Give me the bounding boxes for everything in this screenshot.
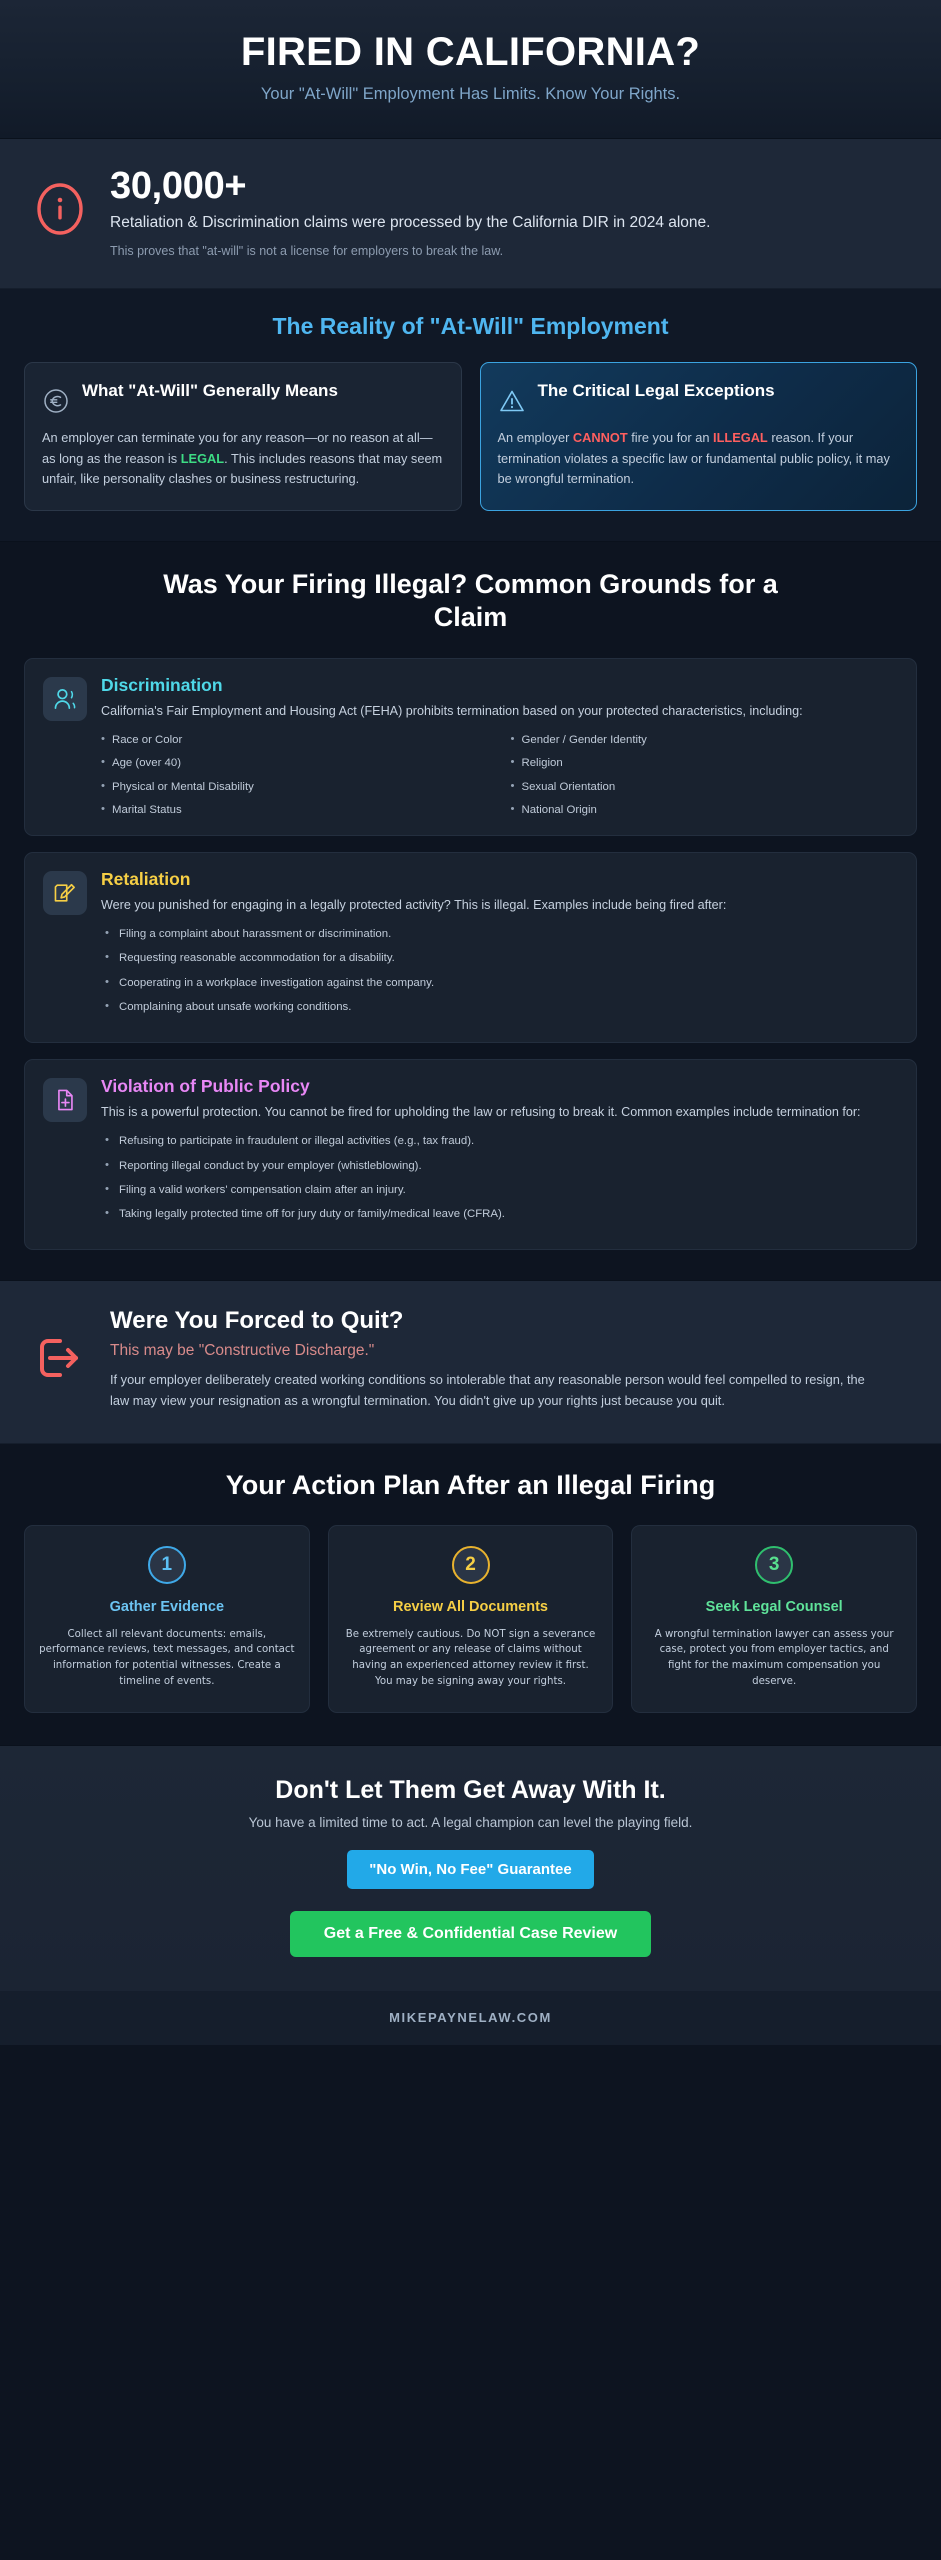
reality-section-title: The Reality of "At-Will" Employment <box>272 312 669 339</box>
exit-door-arrow-icon <box>30 1329 88 1387</box>
footer <box>0 1992 941 2045</box>
card-title: The Critical Legal Exceptions <box>537 380 775 400</box>
cta-section <box>0 1746 941 1992</box>
list-column-right <box>511 733 899 817</box>
list-item: • Refusing to participate in fraudulent or illegal activities (e.g., tax fraud). <box>101 1134 898 1148</box>
statistic-number: 30,000+ <box>110 165 247 207</box>
action-step-card-2 <box>328 1525 614 1712</box>
action-plan-section <box>0 1444 941 1745</box>
warning-triangle-icon <box>498 387 526 415</box>
list-column-left <box>101 733 489 817</box>
list-item: • Age (over 40) <box>101 756 489 770</box>
cta-subtext: You have a limited time to act. A legal champion can level the playing field. <box>248 1814 693 1830</box>
list-item: • Physical or Mental Disability <box>101 780 489 794</box>
statistic-section <box>0 139 941 289</box>
step-title: Review All Documents <box>393 1599 548 1616</box>
section-subtitle: This may be "Constructive Discharge." <box>110 1341 375 1359</box>
card-body <box>42 428 444 490</box>
card-body <box>101 1076 898 1231</box>
body-pre: An employer <box>497 429 573 445</box>
section-body: If your employer deliberately created working conditions so intolerable that any reasonable person would feel compelled to resign, the law may view your resignation as a wrongful termination. You didn't give up your rights just because you quit. <box>110 1371 865 1408</box>
grounds-section <box>0 542 941 1281</box>
step-description: Be extremely cautious. Do NOT sign a severance agreement or any release of claims without having an experienced attorney review it first. You may be signing away your rights. <box>345 1628 596 1687</box>
list-item: • Cooperating in a workplace investigation against the company. <box>101 976 898 990</box>
list-item: • Sexual Orientation <box>511 780 899 794</box>
section-title: Were You Forced to Quit? <box>110 1307 404 1335</box>
guarantee-badge-wrap <box>24 1830 917 1889</box>
list-item: • National Origin <box>511 803 899 817</box>
euro-coin-icon <box>42 387 70 415</box>
card-title: Retaliation <box>101 869 191 890</box>
public-policy-card <box>24 1059 917 1250</box>
action-step-card-3 <box>631 1525 917 1712</box>
step-number-badge: 1 <box>148 1546 186 1584</box>
critical-exceptions-card <box>480 362 918 511</box>
page-title: FIRED IN CALIFORNIA? <box>240 30 701 74</box>
retaliation-examples-list <box>101 927 898 1014</box>
footer-site-url[interactable]: MIKEPAYNELAW.COM <box>389 2009 552 2025</box>
card-description: Were you punished for engaging in a legally protected activity? This is illegal. Examples include being fired after: <box>101 898 727 913</box>
body-post: reason. If your termination violates a specific law or fundamental public policy, it may be wrongful termination. <box>497 429 890 487</box>
info-circle-icon <box>32 181 88 237</box>
card-header <box>498 381 900 415</box>
at-will-meaning-card <box>24 362 462 511</box>
cta-heading: Don't Let Them Get Away With It. <box>275 1775 666 1804</box>
step-description: A wrongful termination lawyer can assess your case, protect you from employer tactics, and fight for the maximum compensation you deserve. <box>654 1628 894 1687</box>
statistic-note: This proves that "at-will" is not a license for employers to break the law. <box>110 243 504 258</box>
list-item: • Requesting reasonable accommodation for a disability. <box>101 951 898 965</box>
step-title: Gather Evidence <box>109 1599 225 1616</box>
list-item: • Marital Status <box>101 803 489 817</box>
card-title: Discrimination <box>101 674 223 695</box>
body-pre: An employer can terminate you for any reason—or no reason at all—as long as the reason is <box>42 429 433 466</box>
list-item: • Filing a complaint about harassment or discrimination. <box>101 927 898 941</box>
user-profile-icon <box>43 677 87 721</box>
cannot-keyword: CANNOT <box>572 429 628 445</box>
list-item: • Race or Color <box>101 733 489 747</box>
card-body <box>498 428 900 490</box>
legal-keyword: LEGAL <box>180 450 225 466</box>
list-item: • Taking legally protected time off for jury duty or family/medical leave (CFRA). <box>101 1207 898 1221</box>
constructive-discharge-section <box>0 1281 941 1444</box>
list-item: • Religion <box>511 756 899 770</box>
list-item: • Reporting illegal conduct by your employer (whistleblowing). <box>101 1159 898 1173</box>
action-plan-title: Your Action Plan After an Illegal Firing <box>225 1470 716 1501</box>
step-number-badge: 2 <box>452 1546 490 1584</box>
list-item: • Filing a valid workers' compensation claim after an injury. <box>101 1183 898 1197</box>
statistic-body <box>110 165 917 258</box>
body-post: . This includes reasons that may seem unfair, like personality clashes or business restructuring. <box>42 450 443 487</box>
list-item: • Complaining about unsafe working conditions. <box>101 1000 898 1014</box>
card-body <box>101 869 898 1024</box>
reality-section <box>0 289 941 542</box>
card-body <box>101 675 898 817</box>
no-win-no-fee-badge[interactable]: "No Win, No Fee" Guarantee <box>347 1850 593 1889</box>
protected-characteristics-list <box>101 733 898 817</box>
card-description: This is a powerful protection. You cannot be fired for upholding the law or refusing to break it. Common examples include termination for: <box>101 1105 861 1120</box>
step-number-badge: 3 <box>755 1546 793 1584</box>
card-header <box>42 381 444 415</box>
retaliation-card <box>24 852 917 1043</box>
action-plan-cards-row <box>24 1525 917 1712</box>
step-description: Collect all relevant documents: emails, performance reviews, text messages, and contact information for potential witnesses. Create a timeline of events. <box>39 1628 295 1687</box>
document-plus-icon <box>43 1078 87 1122</box>
reality-cards-row <box>24 362 917 511</box>
constructive-discharge-body <box>110 1307 917 1411</box>
edit-document-icon <box>43 871 87 915</box>
card-description: California's Fair Employment and Housing Act (FEHA) prohibits termination based on your protected characteristics, including: <box>101 703 803 718</box>
body-mid: fire you for an <box>627 429 714 445</box>
statistic-description: Retaliation & Discrimination claims were processed by the California DIR in 2024 alone. <box>110 213 711 231</box>
action-step-card-1 <box>24 1525 310 1712</box>
list-item: • Gender / Gender Identity <box>511 733 899 747</box>
public-policy-examples-list <box>101 1134 898 1221</box>
hero-section <box>0 0 941 139</box>
card-title: What "At-Will" Generally Means <box>82 380 338 400</box>
step-title: Seek Legal Counsel <box>705 1599 843 1616</box>
discrimination-card <box>24 658 917 836</box>
illegal-keyword: ILLEGAL <box>713 429 768 445</box>
grounds-section-title: Was Your Firing Illegal? Common Grounds for a Claim <box>163 569 778 632</box>
card-title: Violation of Public Policy <box>101 1076 310 1097</box>
free-case-review-button[interactable]: Get a Free & Confidential Case Review <box>290 1911 651 1957</box>
page-subtitle: Your "At-Will" Employment Has Limits. Know Your Rights. <box>260 85 681 103</box>
cta-button-wrap <box>24 1889 917 1957</box>
